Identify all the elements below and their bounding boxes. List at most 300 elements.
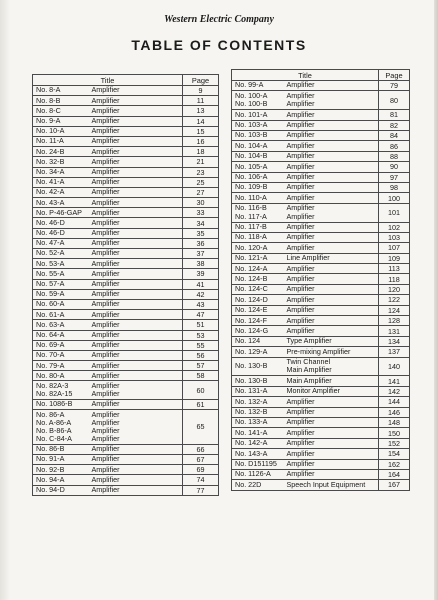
model-number: [232, 203, 284, 222]
entry-title: [284, 151, 379, 161]
model-number-line: No. 132-B: [235, 407, 268, 417]
page-column-header: Page: [379, 70, 410, 81]
model-number: [232, 151, 284, 161]
model-number: [33, 147, 89, 157]
model-number: [232, 110, 284, 120]
page-number: 61: [183, 399, 219, 409]
entry-title-line: Amplifier: [91, 95, 120, 105]
page-number: 107: [379, 243, 410, 253]
table-row: [232, 397, 410, 407]
model-number-line: No. 100-B: [235, 99, 268, 109]
entry-title-line: Amplifier: [286, 263, 315, 273]
entry-title-line: Amplifier: [286, 232, 315, 242]
model-number: [33, 361, 89, 371]
entry-title: [284, 449, 379, 459]
entry-title-line: Amplifier: [91, 425, 120, 435]
entry-title: [284, 141, 379, 151]
entry-title: [89, 399, 183, 409]
table-row: [33, 126, 219, 136]
table-row: [232, 376, 410, 386]
model-number-line: No. 131-A: [235, 386, 268, 396]
entry-title: [284, 182, 379, 192]
model-number-line: No. 8-A: [36, 85, 61, 95]
entry-title-line: Amplifier: [91, 85, 120, 95]
table-row: [33, 269, 219, 279]
entry-title: [284, 386, 379, 396]
entry-title: [89, 177, 183, 187]
table-row: [232, 243, 410, 253]
model-number: [232, 81, 284, 91]
entry-title: [284, 417, 379, 427]
page-number: 9: [183, 86, 219, 96]
model-number-line: No. 124-F: [235, 315, 267, 325]
table-row: [232, 428, 410, 438]
table-row: [232, 81, 410, 91]
entry-title: [89, 444, 183, 454]
entry-title-line: Amplifier: [91, 167, 120, 176]
page-number: 122: [379, 295, 410, 305]
model-number-line: No. 124-G: [235, 325, 269, 335]
table-row: [33, 96, 219, 106]
page-number: 101: [379, 203, 410, 222]
model-number: [232, 182, 284, 192]
model-number: [232, 162, 284, 172]
entry-title-line: Amplifier: [91, 248, 120, 258]
entry-title-line: Amplifier: [91, 444, 120, 454]
page-number: 88: [379, 151, 410, 161]
model-number-line: No. 105-A: [235, 161, 268, 171]
entry-title: [284, 264, 379, 274]
model-number-line: No. 130-B: [235, 375, 268, 385]
entry-title-line: Amplifier: [91, 116, 120, 126]
table-row: [232, 438, 410, 448]
model-number: [33, 259, 89, 269]
entry-title: [89, 167, 183, 177]
entry-title-line: Amplifier: [286, 407, 315, 417]
table-row: [232, 172, 410, 182]
model-number-line: No. 70-A: [36, 350, 65, 360]
table-row: [232, 222, 410, 232]
model-number-line: No. 132-A: [235, 396, 268, 406]
model-number: [232, 417, 284, 427]
entry-title-line: Amplifier: [91, 105, 120, 115]
model-number: [232, 264, 284, 274]
entry-title: [284, 459, 379, 469]
model-number-line: No. 124: [235, 336, 261, 346]
model-number-line: No. 129-A: [235, 346, 268, 356]
table-row: [33, 299, 219, 309]
entry-title: [284, 193, 379, 203]
entry-title-line: Amplifier: [91, 156, 120, 166]
model-number: [232, 253, 284, 263]
model-number-line: No. 1086-B: [36, 399, 73, 409]
page-number: 23: [183, 167, 219, 177]
page-number: 36: [183, 238, 219, 248]
model-number: [33, 157, 89, 167]
model-number: [33, 198, 89, 208]
page-number: 134: [379, 336, 410, 346]
entry-title-line: Amplifier: [91, 217, 120, 227]
model-number: [232, 130, 284, 140]
entry-title-line: Amplifier: [286, 203, 315, 213]
model-number-line: No. 124-C: [235, 284, 268, 294]
page-number: 55: [183, 340, 219, 350]
table-row: [33, 399, 219, 409]
table-row: [33, 279, 219, 289]
page-number: 98: [379, 182, 410, 192]
entry-title: [89, 126, 183, 136]
page-number: 33: [183, 208, 219, 218]
page-number: 113: [379, 264, 410, 274]
model-number: [232, 232, 284, 242]
model-number: [33, 455, 89, 465]
entry-title: [89, 116, 183, 126]
entry-title-line: Amplifier: [286, 305, 315, 315]
table-row: [232, 417, 410, 427]
entry-title: [89, 198, 183, 208]
entry-title-line: Amplifier: [286, 192, 315, 202]
model-number: [33, 330, 89, 340]
entry-title-line: Amplifier: [91, 268, 120, 278]
entry-title: [89, 465, 183, 475]
model-number: [33, 106, 89, 116]
table-row: [232, 449, 410, 459]
entry-title-line: Amplifier: [286, 315, 315, 325]
table-row: [232, 326, 410, 336]
table-row: [232, 141, 410, 151]
entry-title: [89, 340, 183, 350]
entry-title: [284, 172, 379, 182]
model-number: [232, 305, 284, 315]
table-row: [33, 455, 219, 465]
entry-title: [89, 259, 183, 269]
page-number: 124: [379, 305, 410, 315]
model-number: [33, 238, 89, 248]
page-number: 15: [183, 126, 219, 136]
table-row: [33, 310, 219, 320]
table-row: [33, 187, 219, 197]
page-number: 53: [183, 330, 219, 340]
model-number: [33, 399, 89, 409]
entry-title-line: Amplifier: [91, 434, 120, 444]
entry-title-line: Amplifier: [91, 350, 120, 360]
entry-title-line: Main Amplifier: [286, 365, 332, 375]
table-row: [33, 249, 219, 259]
page-number: 39: [183, 269, 219, 279]
table-row: [232, 480, 410, 490]
entry-title: [89, 279, 183, 289]
table-row: [33, 340, 219, 350]
model-number-line: No. 104-B: [235, 151, 268, 161]
table-row: [33, 371, 219, 381]
model-number-line: No. 64-A: [36, 330, 65, 339]
page-number: 58: [183, 371, 219, 381]
entry-title: [284, 295, 379, 305]
table-row: [232, 459, 410, 469]
entry-title-line: Amplifier: [91, 177, 120, 187]
model-number-line: No. 55-A: [36, 268, 65, 278]
page-number: 38: [183, 259, 219, 269]
entry-title: [284, 203, 379, 222]
model-number-line: No. C-84-A: [36, 434, 72, 444]
model-number-line: No. 124-B: [235, 273, 268, 283]
entry-title: [284, 428, 379, 438]
page-number: 35: [183, 228, 219, 238]
table-row: [232, 182, 410, 192]
model-number-line: No. 110-A: [235, 192, 267, 202]
model-number-line: No. 120-A: [235, 242, 268, 252]
entry-title-line: Amplifier: [91, 299, 120, 309]
model-number-line: No. 46-D: [36, 217, 65, 227]
table-row: [232, 295, 410, 305]
entry-title-line: Amplifier: [286, 161, 315, 171]
entry-title: [284, 130, 379, 140]
model-number-line: No. 59-A: [36, 289, 65, 299]
entry-title-line: Line Amplifier: [286, 253, 330, 263]
page-number: 81: [379, 110, 410, 120]
entry-title: [89, 86, 183, 96]
entry-title-line: Monitor Amplifier: [286, 386, 341, 396]
entry-title: [284, 110, 379, 120]
table-row: [33, 350, 219, 360]
entry-title-line: Amplifier: [286, 427, 315, 437]
model-number-line: No. 106-A: [235, 172, 268, 182]
model-number-line: No. 118-A: [235, 232, 267, 242]
model-number: [33, 218, 89, 228]
page-number: 120: [379, 284, 410, 294]
entry-title-line: Amplifier: [286, 325, 315, 335]
model-number-line: No. 109-B: [235, 182, 268, 192]
table-row: [33, 157, 219, 167]
entry-title: [284, 336, 379, 346]
model-number-line: No. 57-A: [36, 279, 65, 289]
entry-title-line: Amplifier: [91, 126, 120, 136]
entry-title-line: Amplifier: [286, 182, 315, 192]
model-number: [33, 371, 89, 381]
page-number: 167: [379, 480, 410, 490]
model-number: [232, 459, 284, 469]
model-number: [232, 357, 284, 376]
model-number-line: No. B-86-A: [36, 425, 72, 435]
model-number-line: No. 34-A: [36, 167, 65, 176]
page-number: 152: [379, 438, 410, 448]
entry-title-line: Amplifier: [91, 417, 120, 427]
model-number-line: No. 79-A: [36, 360, 65, 370]
model-number-line: No. 99-A: [235, 80, 264, 90]
page-number: 77: [183, 485, 219, 495]
model-number: [33, 116, 89, 126]
page-column-header: Page: [183, 75, 219, 86]
entry-title: [89, 361, 183, 371]
table-row: [33, 238, 219, 248]
page-number: 118: [379, 274, 410, 284]
entry-title: [89, 96, 183, 106]
table-row: [33, 330, 219, 340]
table-row: [232, 253, 410, 263]
page-number: 27: [183, 187, 219, 197]
table-row: [232, 469, 410, 479]
model-number-line: No. 116-B: [235, 203, 267, 213]
model-number: [33, 299, 89, 309]
model-number-line: No. 124-A: [235, 263, 268, 273]
entry-title: [284, 274, 379, 284]
entry-title: [284, 243, 379, 253]
model-number: [33, 126, 89, 136]
table-row: [33, 485, 219, 495]
title-column-header: Title: [33, 75, 183, 86]
page-number: 80: [379, 91, 410, 110]
page-title: TABLE OF CONTENTS: [131, 37, 307, 53]
model-number: [232, 326, 284, 336]
toc-table-left: [32, 74, 219, 496]
model-number-line: No. 22D: [235, 479, 262, 489]
entry-title: [284, 120, 379, 130]
model-number: [232, 336, 284, 346]
page-number: 154: [379, 449, 410, 459]
model-number-line: No. 24-B: [36, 146, 65, 156]
model-number: [232, 449, 284, 459]
entry-title-line: Amplifier: [91, 197, 120, 207]
table-row: [232, 316, 410, 326]
entry-title-line: Amplifier: [286, 448, 315, 458]
entry-title: [284, 326, 379, 336]
table-row: [232, 386, 410, 396]
page-number: 144: [379, 397, 410, 407]
entry-title: [284, 438, 379, 448]
page-gutter-shadow: [0, 0, 10, 600]
entry-title: [89, 330, 183, 340]
table-row: [33, 177, 219, 187]
model-number: [232, 193, 284, 203]
model-number-line: No. P-46-GAP: [36, 207, 82, 217]
model-number-line: No. 86-B: [36, 444, 65, 454]
entry-title-line: Amplifier: [91, 380, 120, 390]
model-number: [33, 465, 89, 475]
entry-title: [284, 469, 379, 479]
entry-title-line: Amplifier: [91, 389, 120, 399]
model-number-line: No. 86-A: [36, 409, 65, 419]
entry-title-line: Amplifier: [91, 187, 120, 197]
entry-title-line: Amplifier: [286, 459, 315, 468]
model-number: [232, 386, 284, 396]
toc-table-left-body: [33, 86, 219, 496]
model-number-line: No. 91-A: [36, 454, 65, 464]
model-number-line: No. 46-D: [36, 228, 65, 238]
model-number-line: No. D151195: [235, 459, 277, 468]
model-number: [232, 316, 284, 326]
entry-title: [89, 350, 183, 360]
model-number: [33, 475, 89, 485]
page-number: 51: [183, 320, 219, 330]
page-number: 21: [183, 157, 219, 167]
entry-title: [284, 305, 379, 315]
model-number-line: No. 11-A: [36, 136, 64, 146]
entry-title-line: Amplifier: [91, 409, 120, 419]
entry-title-line: Amplifier: [286, 120, 315, 130]
entry-title: [89, 455, 183, 465]
entry-title: [89, 485, 183, 495]
entry-title-line: Speech Input Equipment: [286, 479, 366, 489]
model-number: [33, 208, 89, 218]
table-header-row: [33, 75, 219, 86]
page-number: 84: [379, 130, 410, 140]
table-row: [232, 203, 410, 222]
table-row: [232, 347, 410, 357]
entry-title-line: Amplifier: [91, 238, 120, 248]
model-number-line: No. 32-B: [36, 156, 65, 166]
entry-title: [284, 376, 379, 386]
page-number: 146: [379, 407, 410, 417]
entry-title: [89, 187, 183, 197]
page-number: 140: [379, 357, 410, 376]
model-number: [33, 381, 89, 399]
model-number-line: No. 130-B: [235, 361, 268, 371]
model-number: [33, 410, 89, 445]
model-number: [232, 91, 284, 110]
entry-title: [89, 475, 183, 485]
model-number-line: No. 117-A: [235, 211, 267, 221]
company-name: Western Electric Company: [164, 14, 274, 25]
entry-title-line: Amplifier: [286, 273, 315, 283]
model-number: [33, 279, 89, 289]
table-row: [33, 218, 219, 228]
model-number: [232, 284, 284, 294]
page-number: 109: [379, 253, 410, 263]
page-number: 164: [379, 469, 410, 479]
page-number: 128: [379, 316, 410, 326]
model-number-line: No. 10-A: [36, 126, 65, 136]
model-number: [33, 177, 89, 187]
model-number-line: No. 52-A: [36, 248, 65, 258]
model-number: [33, 249, 89, 259]
model-number: [232, 274, 284, 284]
page-number: 11: [183, 96, 219, 106]
entry-title-line: Amplifier: [286, 80, 315, 90]
model-number-line: No. 60-A: [36, 299, 65, 309]
table-row: [33, 106, 219, 116]
entry-title-line: Amplifier: [91, 228, 120, 238]
page-number: 43: [183, 299, 219, 309]
model-number: [232, 243, 284, 253]
model-number-line: No. 8-C: [36, 105, 61, 115]
table-row: [33, 361, 219, 371]
model-number: [33, 269, 89, 279]
table-row: [33, 410, 219, 445]
entry-title-line: Amplifier: [286, 242, 315, 252]
page-number: 162: [379, 459, 410, 469]
entry-title: [89, 269, 183, 279]
model-number: [33, 96, 89, 106]
entry-title-line: Amplifier: [286, 109, 315, 119]
table-row: [232, 284, 410, 294]
entry-title: [284, 284, 379, 294]
entry-title: [284, 232, 379, 242]
model-number-line: No. 61-A: [36, 309, 65, 319]
entry-title: [284, 347, 379, 357]
model-number-line: No. 8-B: [36, 95, 61, 105]
model-number-line: No. 121-A: [235, 253, 268, 263]
page-number: 103: [379, 232, 410, 242]
table-row: [33, 444, 219, 454]
toc-table-right: [231, 69, 410, 491]
page-number: 13: [183, 106, 219, 116]
entry-title: [89, 238, 183, 248]
model-number-line: No. 94-D: [36, 485, 65, 495]
table-row: [33, 320, 219, 330]
table-row: [232, 407, 410, 417]
entry-title: [284, 222, 379, 232]
entry-title: [89, 228, 183, 238]
